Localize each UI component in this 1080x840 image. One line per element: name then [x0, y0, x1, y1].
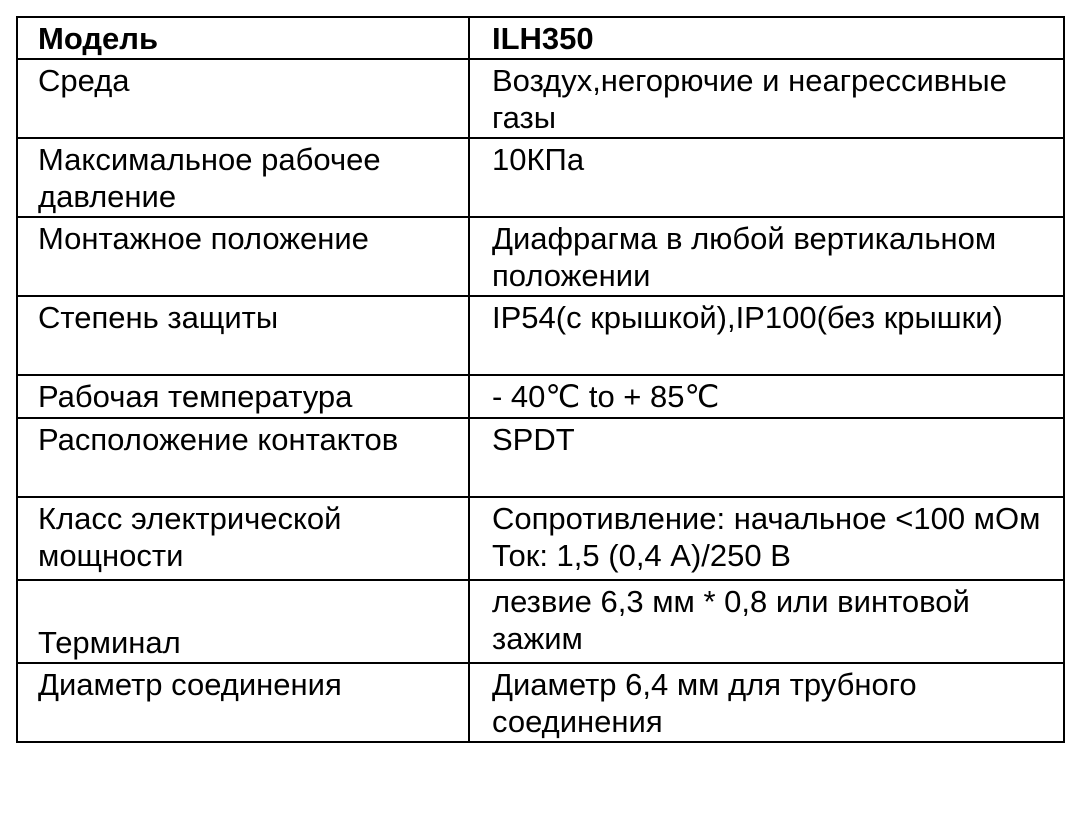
spec-table — [16, 16, 1065, 743]
header-value-cell: ILH350 — [469, 17, 1064, 59]
row-value-temperature: - 40℃ to + 85℃ — [469, 375, 1064, 418]
row-label-connection-diameter: Диаметр соединения — [17, 663, 469, 742]
row-value-contacts: SPDT — [469, 418, 1064, 497]
row-value-connection-diameter: Диаметр 6,4 мм для трубного соединения — [469, 663, 1064, 742]
row-value-max-pressure: 10КПа — [469, 138, 1064, 217]
row-value-electrical-rating: Сопротивление: начальное <100 мОм Ток: 1,5 (0,4 А)/250 В — [469, 497, 1064, 580]
table-row — [17, 138, 1064, 217]
row-value-medium: Воздух,негорючие и неагрессивные газы — [469, 59, 1064, 138]
row-value-protection: IP54(с крышкой),IP100(без крышки) — [469, 296, 1064, 375]
row-value-mounting: Диафрагма в любой вертикальном положении — [469, 217, 1064, 296]
row-label-temperature: Рабочая температура — [17, 375, 469, 418]
header-label-cell: Модель — [17, 17, 469, 59]
row-label-max-pressure: Максимальное рабочее давление — [17, 138, 469, 217]
table-row — [17, 663, 1064, 742]
row-label-protection: Степень защиты — [17, 296, 469, 375]
table-row — [17, 580, 1064, 663]
table-row — [17, 217, 1064, 296]
table-row — [17, 375, 1064, 418]
table-row — [17, 497, 1064, 580]
table-row — [17, 418, 1064, 497]
table-header-row — [17, 17, 1064, 59]
row-label-contacts: Расположение контактов — [17, 418, 469, 497]
table-row — [17, 296, 1064, 375]
row-value-terminal: лезвие 6,3 мм * 0,8 или винтовой зажим — [469, 580, 1064, 663]
row-label-electrical-rating: Класс электрической мощности — [17, 497, 469, 580]
row-label-mounting: Монтажное положение — [17, 217, 469, 296]
row-label-medium: Среда — [17, 59, 469, 138]
table-row — [17, 59, 1064, 138]
row-label-terminal: Терминал — [17, 580, 469, 663]
